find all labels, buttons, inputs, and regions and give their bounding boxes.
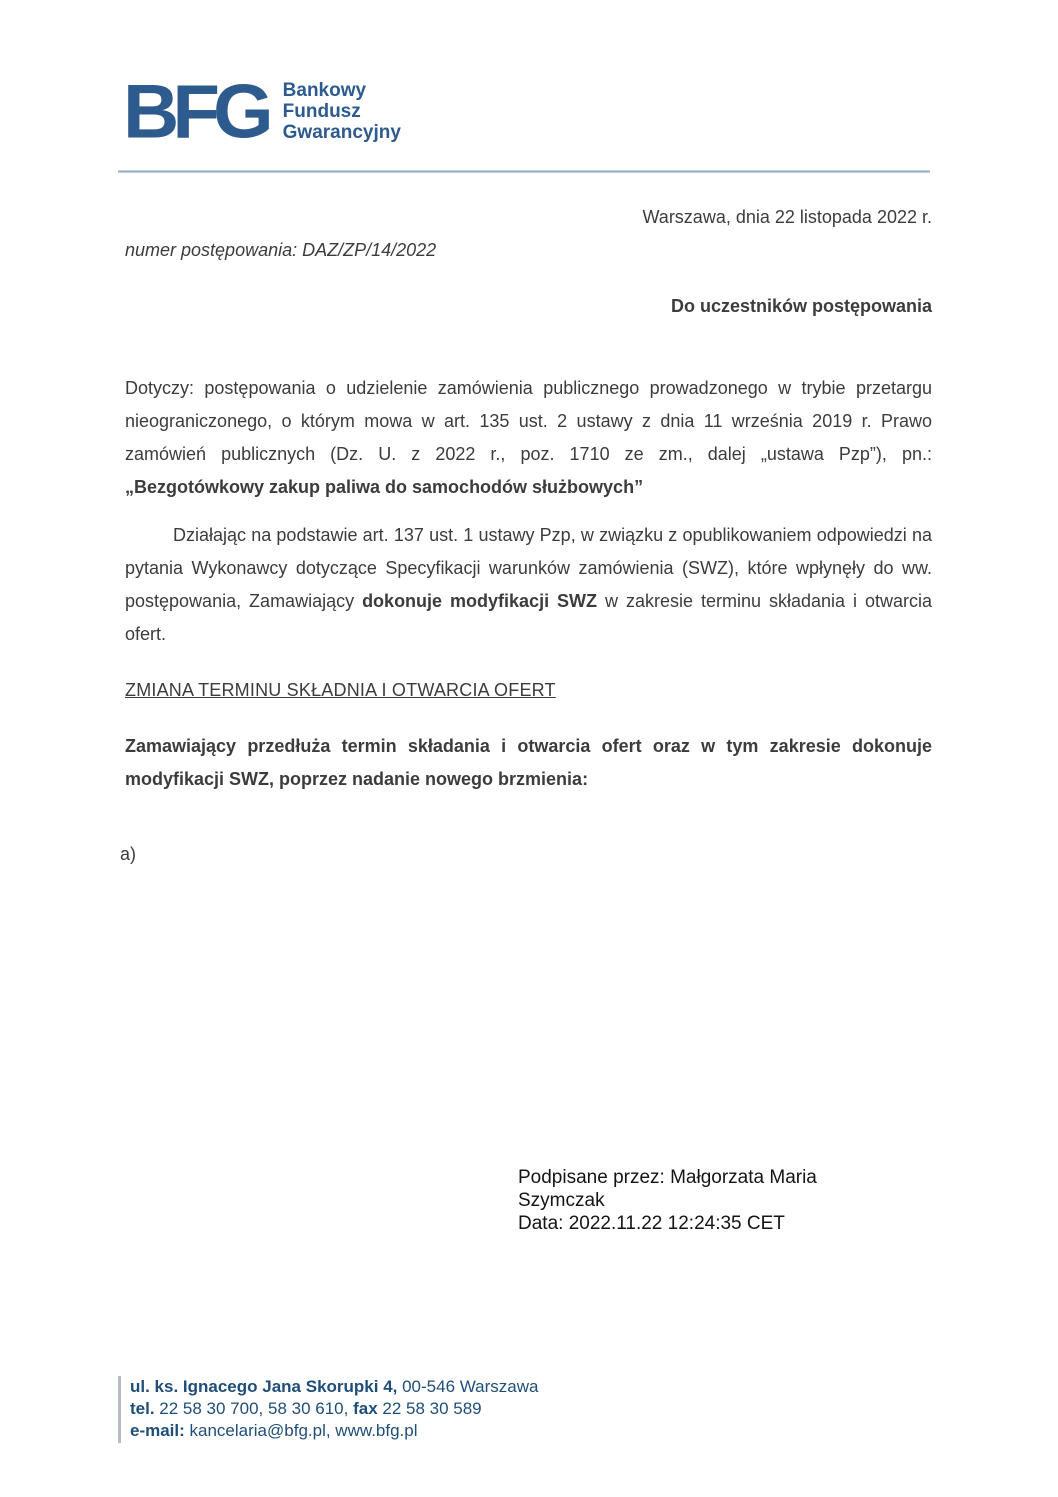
logo-name-line3: Gwarancyjny	[282, 122, 401, 143]
footer-fax-number: 22 58 30 589	[377, 1399, 482, 1418]
footer-vertical-bar	[118, 1376, 121, 1443]
dotyczy-text: Dotyczy: postępowania o udzielenie zamówienia publicznego prowadzonego w trybie przetargu nieograniczonego, o którym mowa w art. 135 ust. 2 ustawy z dnia 11 września 2019 r. Prawo zamówień publicznych (Dz. U. z 2022 r., poz. 1710 ze zm., dalej „ustawa Pzp”), pn.:	[125, 378, 932, 464]
footer-email-label: e-mail:	[130, 1421, 185, 1440]
footer-tel-numbers: 22 58 30 700, 58 30 610,	[154, 1399, 354, 1418]
footer-fax-label: fax	[353, 1399, 378, 1418]
dzialajac-text-post: w zakresie terminu składania i otwarcia ofert.	[125, 591, 932, 644]
bfg-logo-name	[283, 80, 401, 143]
dotyczy-subject-bold: „Bezgotówkowy zakup paliwa do samochodów służbowych”	[125, 477, 644, 497]
recipient-line: Do uczestników postępowania	[670, 296, 932, 316]
footer-email-rest: kancelaria@bfg.pl, www.bfg.pl	[184, 1421, 418, 1440]
dzialajac-bold: dokonuje modyfikacji SWZ	[362, 591, 598, 611]
footer	[118, 1376, 538, 1443]
paragraph-modification: Zamawiający przedłuża termin składania i otwarcia ofert oraz w tym zakresie dokonuje modyfikacji SWZ, poprzez nadanie nowego brzmienia:	[125, 736, 932, 789]
date-line: Warszawa, dnia 22 listopada 2022 r.	[642, 207, 932, 227]
case-number: numer postępowania: DAZ/ZP/14/2022	[125, 240, 437, 260]
bfg-logo	[123, 67, 401, 155]
footer-address-bold: ul. ks. Ignacego Jana Skorupki 4,	[130, 1377, 398, 1396]
footer-contact-info	[130, 1376, 538, 1443]
paragraph-dotyczy	[125, 372, 932, 504]
footer-phone-line	[130, 1398, 538, 1420]
digital-signature-stamp	[518, 1166, 817, 1235]
section-heading: ZMIANA TERMINU SKŁADNIA I OTWARCIA OFERT	[125, 680, 556, 700]
header-divider	[118, 170, 930, 173]
paragraph-dzialajac	[125, 519, 932, 651]
footer-email-line	[130, 1420, 538, 1442]
signature-date-line: Data: 2022.11.22 12:24:35 CET	[518, 1213, 785, 1234]
bfg-logo-letters: BFG	[123, 67, 267, 155]
list-item-a-marker: a)	[120, 844, 137, 864]
logo-name-line2: Fundusz	[282, 101, 361, 122]
signature-signer-line1: Podpisane przez: Małgorzata Maria	[518, 1167, 817, 1188]
logo-name-line1: Bankowy	[282, 80, 367, 101]
footer-tel-label: tel.	[130, 1399, 155, 1418]
letter-content	[120, 205, 932, 866]
footer-address-line	[130, 1376, 538, 1398]
signature-signer-line2: Szymczak	[518, 1190, 605, 1211]
dzialajac-text-pre: Działając na podstawie art. 137 ust. 1 ustawy Pzp, w związku z opublikowaniem odpowiedzi na pytania Wykonawcy dotyczące Specyfikacji warunków zamówienia (SWZ), które wpłynęły do ww. postępowania, Zamawiający	[125, 525, 932, 611]
footer-address-rest: 00-546 Warszawa	[397, 1377, 539, 1396]
